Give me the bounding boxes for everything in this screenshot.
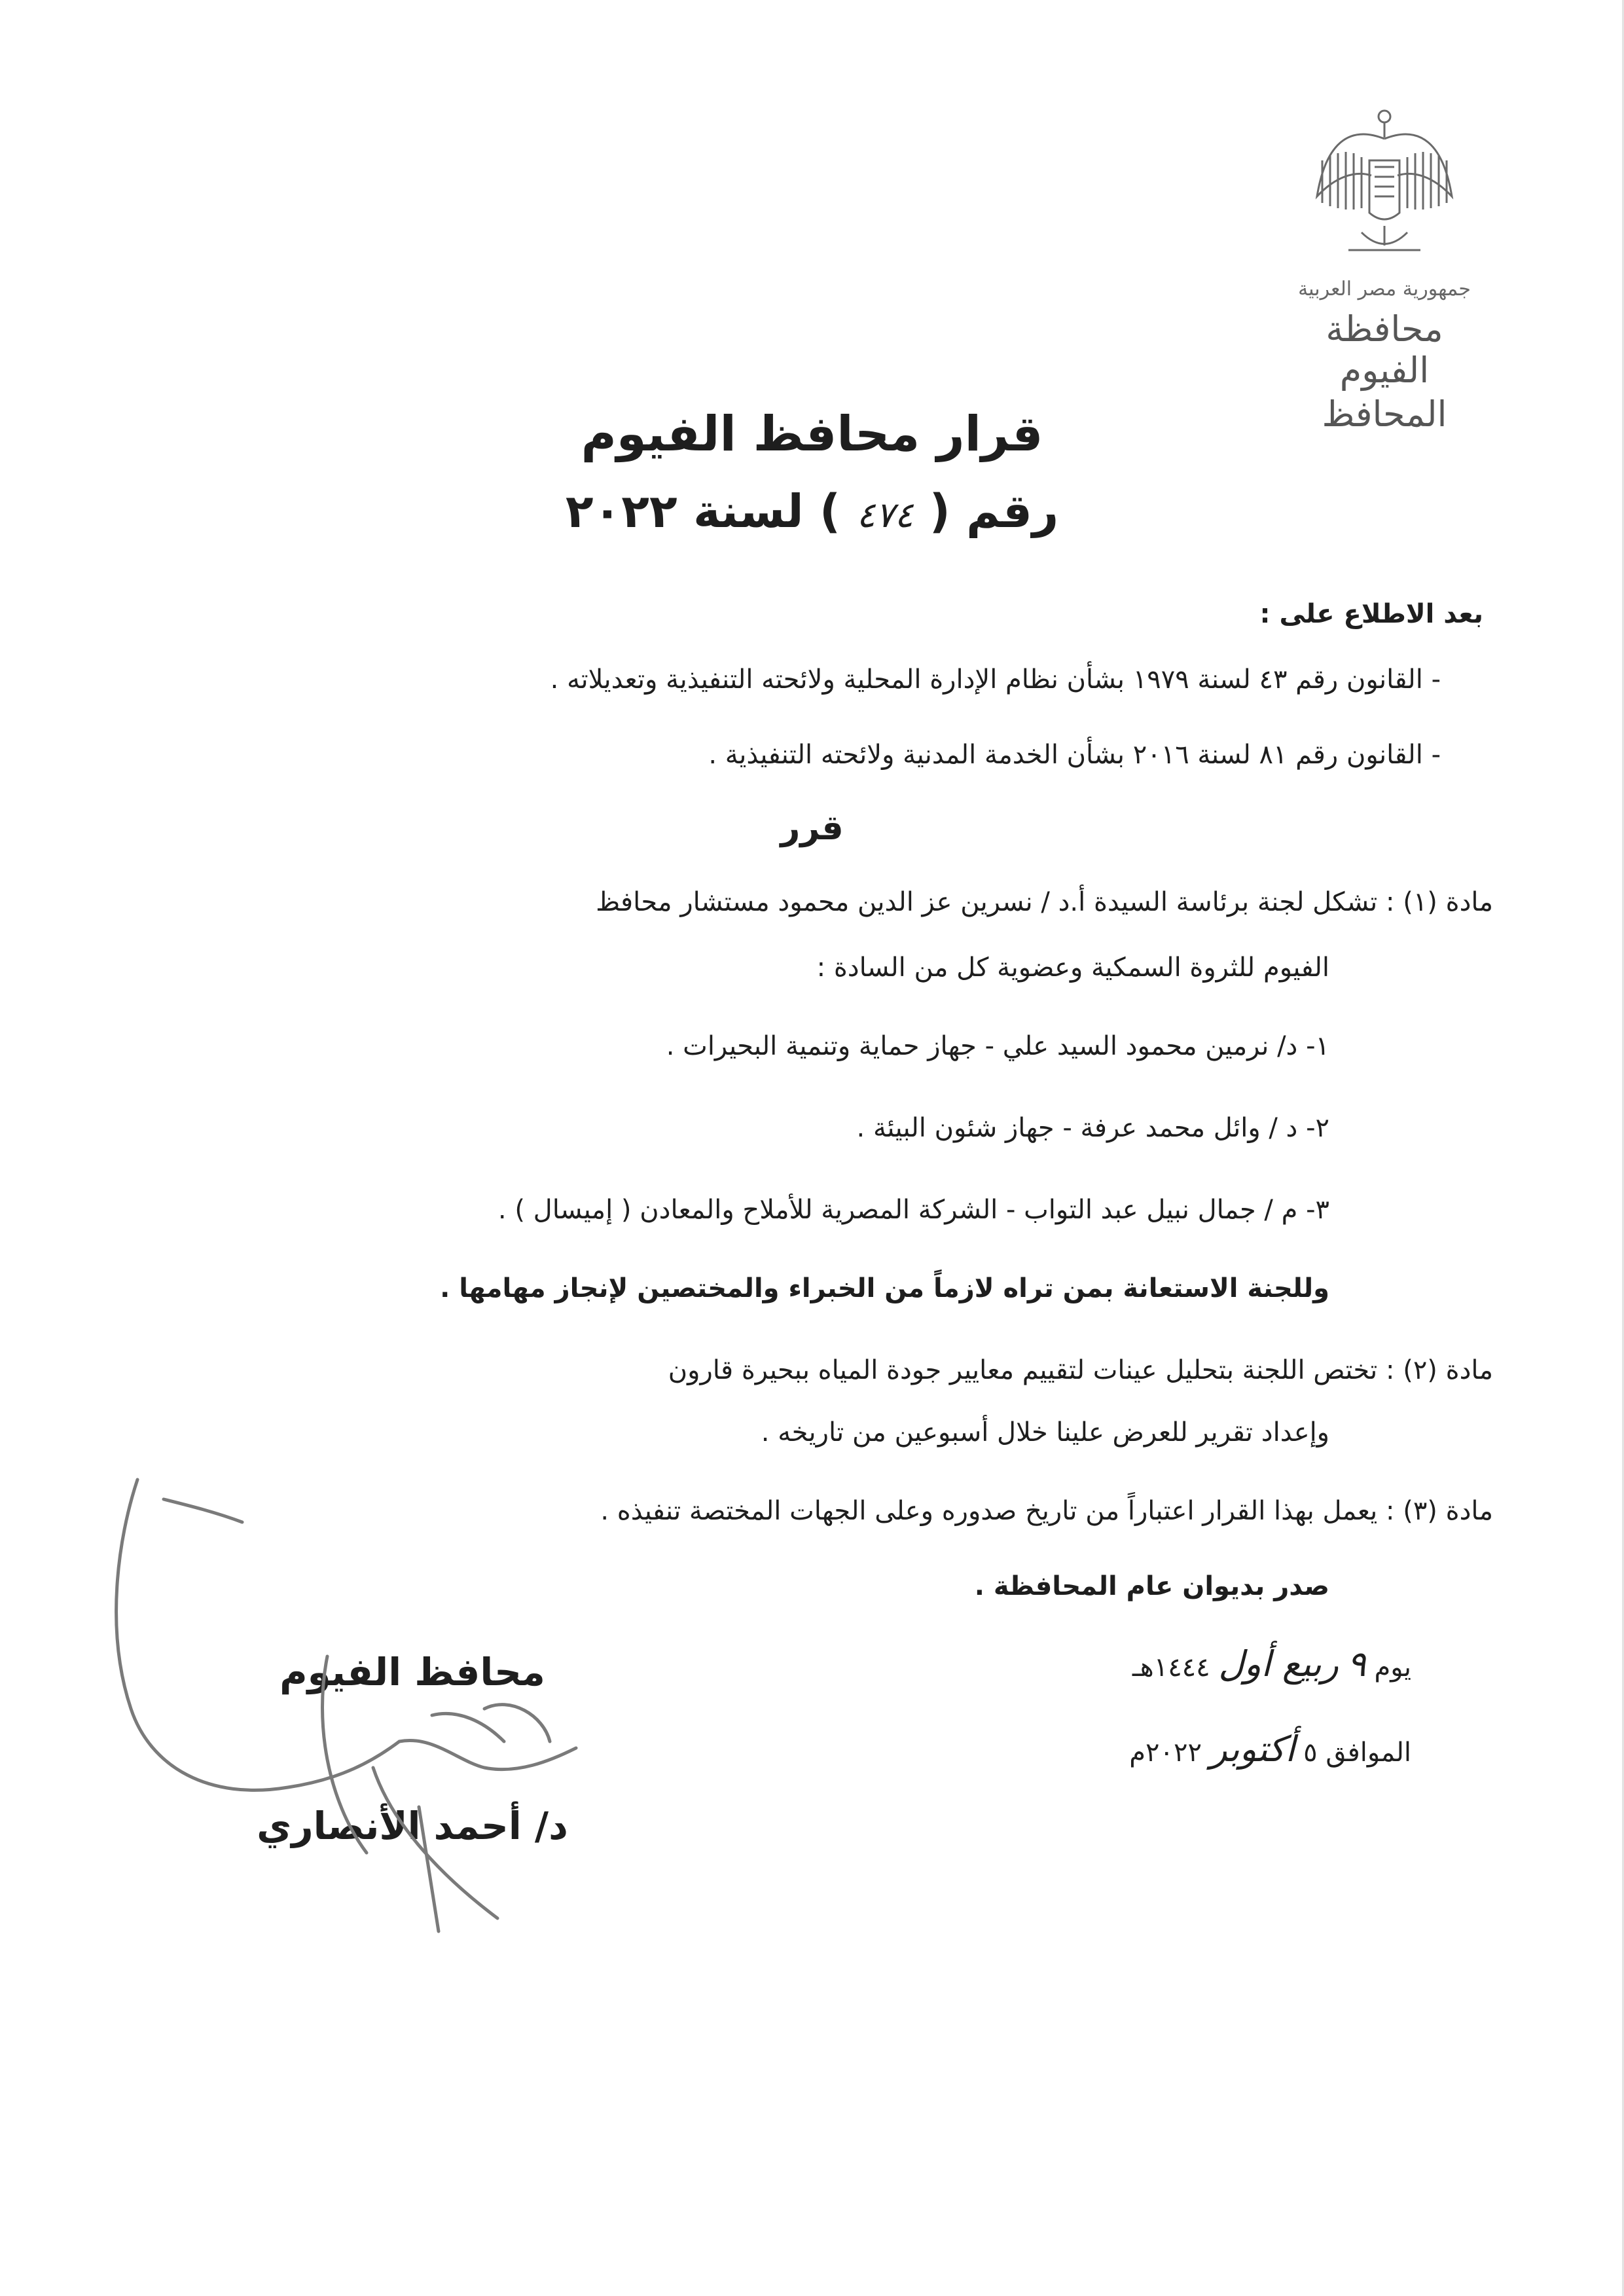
decision-heading: قرر <box>780 809 844 848</box>
eagle-emblem-icon <box>1309 98 1460 262</box>
law-item-1: - القانون رقم ٤٣ لسنة ١٩٧٩ بشأن نظام الإدارة المحلية ولائحته التنفيذية وتعديلاته . <box>550 665 1441 695</box>
decree-number: ٤٧٤ <box>856 494 914 536</box>
decree-number-line <box>0 484 1624 538</box>
letterhead <box>1276 98 1492 435</box>
decree-number-suffix: ) لسنة ٢٠٢٢ <box>565 484 841 538</box>
hijri-year: ١٤٤٤هـ <box>1132 1652 1210 1683</box>
decree-number-prefix: رقم ( <box>929 484 1059 538</box>
governorate-name: محافظة الفيوم <box>1326 308 1443 391</box>
handwritten-signature <box>92 1460 628 1958</box>
article-1-line-2: الفيوم للثروة السمكية وعضوية كل من السادة : <box>816 953 1329 983</box>
signatory-name: د/ أحمد الأنصاري <box>257 1804 568 1848</box>
article-1-closing: وللجنة الاستعانة بمن تراه لازماً من الخبراء والمختصين لإنجاز مهامها . <box>440 1273 1329 1303</box>
gregorian-date <box>1129 1728 1411 1770</box>
member-1: ١- د/ نرمين محمود السيد علي - جهاز حماية وتنمية البحيرات . <box>666 1031 1329 1061</box>
preamble-intro: بعد الاطلاع على : <box>1259 599 1483 629</box>
corresponding-label: الموافق <box>1326 1738 1411 1768</box>
article-3: مادة (٣) : يعمل بهذا القرار اعتباراً من تاريخ صدوره وعلى الجهات المختصة تنفيذه . <box>600 1496 1493 1526</box>
country-name: جمهورية مصر العربية <box>1298 278 1471 301</box>
greg-day: ٥ <box>1303 1738 1318 1768</box>
greg-year: ٢٠٢٢م <box>1129 1738 1202 1768</box>
signatory-title: محافظ الفيوم <box>280 1650 545 1694</box>
issued-statement: صدر بديوان عام المحافظة . <box>974 1571 1329 1601</box>
hijri-date <box>1132 1643 1411 1685</box>
member-2: ٢- د / وائل محمد عرفة - جهاز شئون البيئة . <box>856 1113 1329 1143</box>
article-1-line-1: مادة (١) : تشكل لجنة برئاسة السيدة أ.د / نسرين عز الدين محمود مستشار محافظ <box>596 887 1493 917</box>
law-item-2: - القانون رقم ٨١ لسنة ٢٠١٦ بشأن الخدمة المدنية ولائحته التنفيذية . <box>708 740 1441 770</box>
article-2-line-2: وإعداد تقرير للعرض علينا خلال أسبوعين من تاريخه . <box>761 1417 1329 1448</box>
greg-month: أكتوبر <box>1210 1728 1295 1770</box>
article-2-line-1: مادة (٢) : تختص اللجنة بتحليل عينات لتقييم معايير جودة المياه ببحيرة قارون <box>668 1355 1493 1385</box>
day-label: يوم <box>1374 1652 1411 1683</box>
member-3: ٣- م / جمال نبيل عبد التواب - الشركة المصرية للأملاح والمعادن ( إميسال ) . <box>497 1195 1329 1225</box>
hijri-month: ربيع أول <box>1218 1643 1339 1685</box>
office-name: المحافظ <box>1322 393 1447 435</box>
decree-title: قرار محافظ الفيوم <box>581 406 1043 462</box>
hijri-day: ٩ <box>1346 1643 1366 1685</box>
